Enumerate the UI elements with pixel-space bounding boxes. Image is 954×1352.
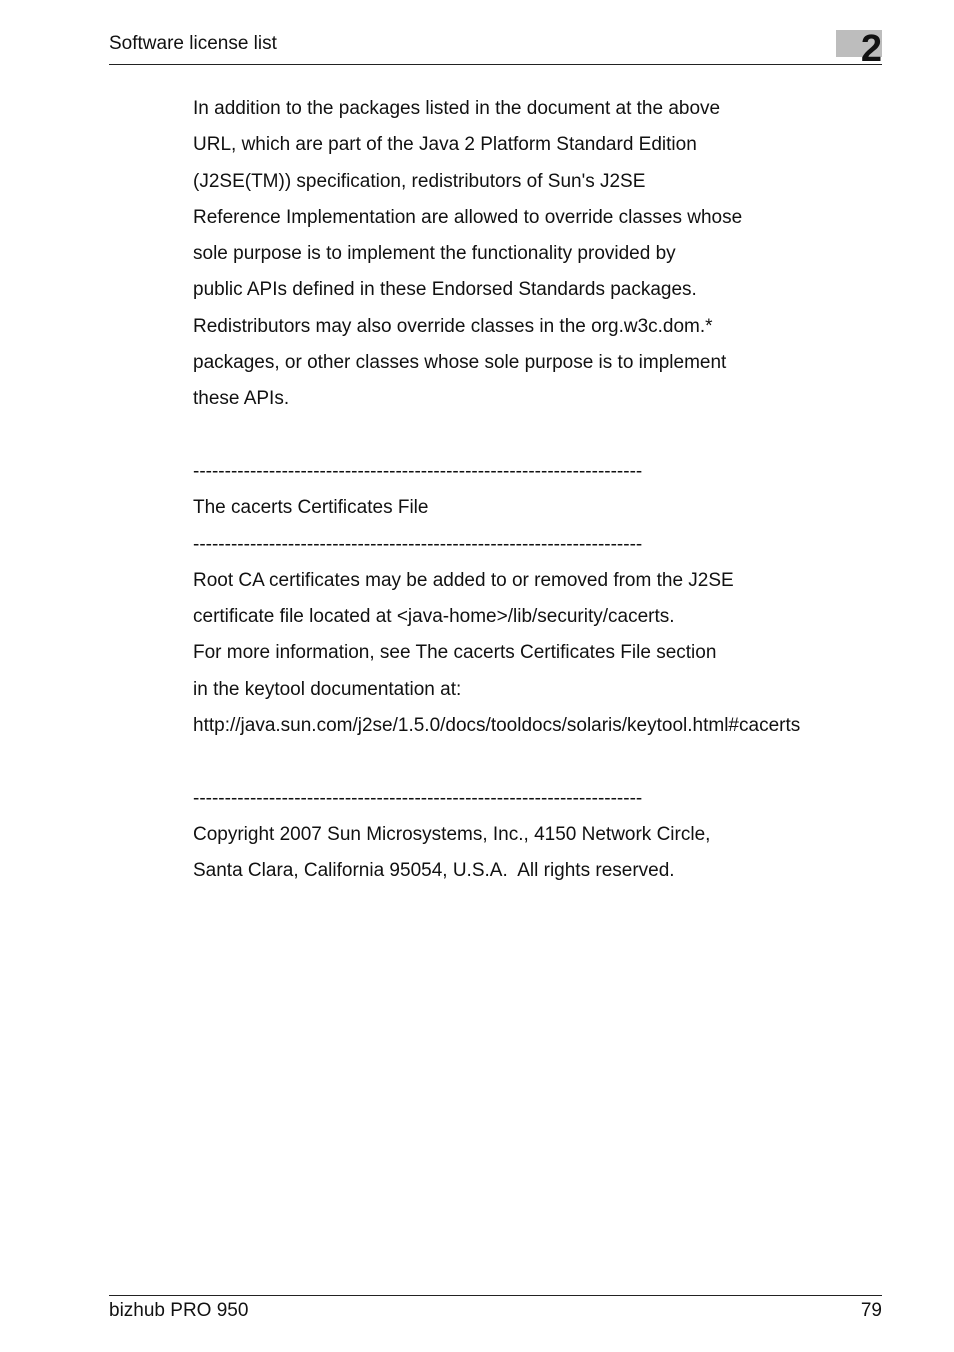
text-line: sole purpose is to implement the functionality provided by: [193, 243, 676, 265]
copyright-line: Copyright 2007 Sun Microsystems, Inc., 4150 Network Circle,: [193, 823, 711, 845]
page-header: [109, 28, 882, 70]
chapter-number: 2: [860, 28, 882, 70]
text-line: For more information, see The cacerts Certificates File section: [193, 642, 717, 664]
text-line: (J2SE(TM)) specification, redistributors of Sun's J2SE: [193, 170, 646, 192]
separator-line: -----------------------------------------------------------------------: [193, 787, 643, 809]
text-line: these APIs.: [193, 388, 290, 410]
text-line: packages, or other classes whose sole purpose is to implement: [193, 352, 727, 374]
blank-line: [193, 418, 893, 454]
separator-line: -----------------------------------------------------------------------: [193, 533, 643, 555]
page-number: 79: [860, 1300, 882, 1321]
copyright-line: Santa Clara, California 95054, U.S.A. All rights reserved.: [193, 860, 675, 882]
text-line: In addition to the packages listed in the document at the above: [193, 98, 721, 119]
separator-line: -----------------------------------------------------------------------: [193, 460, 643, 482]
text-line: certificate file located at <java-home>/lib/security/cacerts.: [193, 606, 675, 628]
text-line: Root CA certificates may be added to or removed from the J2SE: [193, 569, 734, 591]
section-heading: The cacerts Certificates File: [193, 497, 429, 519]
document-body: [193, 91, 893, 890]
product-name: bizhub PRO 950: [109, 1300, 249, 1321]
text-line: public APIs defined in these Endorsed Standards packages.: [193, 279, 697, 301]
text-line: URL, which are part of the Java 2 Platform Standard Edition: [193, 134, 697, 156]
url-text: http://java.sun.com/j2se/1.5.0/docs/tooldocs/solaris/keytool.html#cacerts: [193, 715, 801, 737]
page-footer: [109, 1295, 882, 1321]
blank-line: [193, 744, 893, 780]
text-line: Redistributors may also override classes in the org.w3c.dom.*: [193, 315, 713, 337]
header-title: Software license list: [109, 33, 277, 54]
text-line: in the keytool documentation at:: [193, 678, 462, 700]
text-line: Reference Implementation are allowed to override classes whose: [193, 206, 743, 228]
